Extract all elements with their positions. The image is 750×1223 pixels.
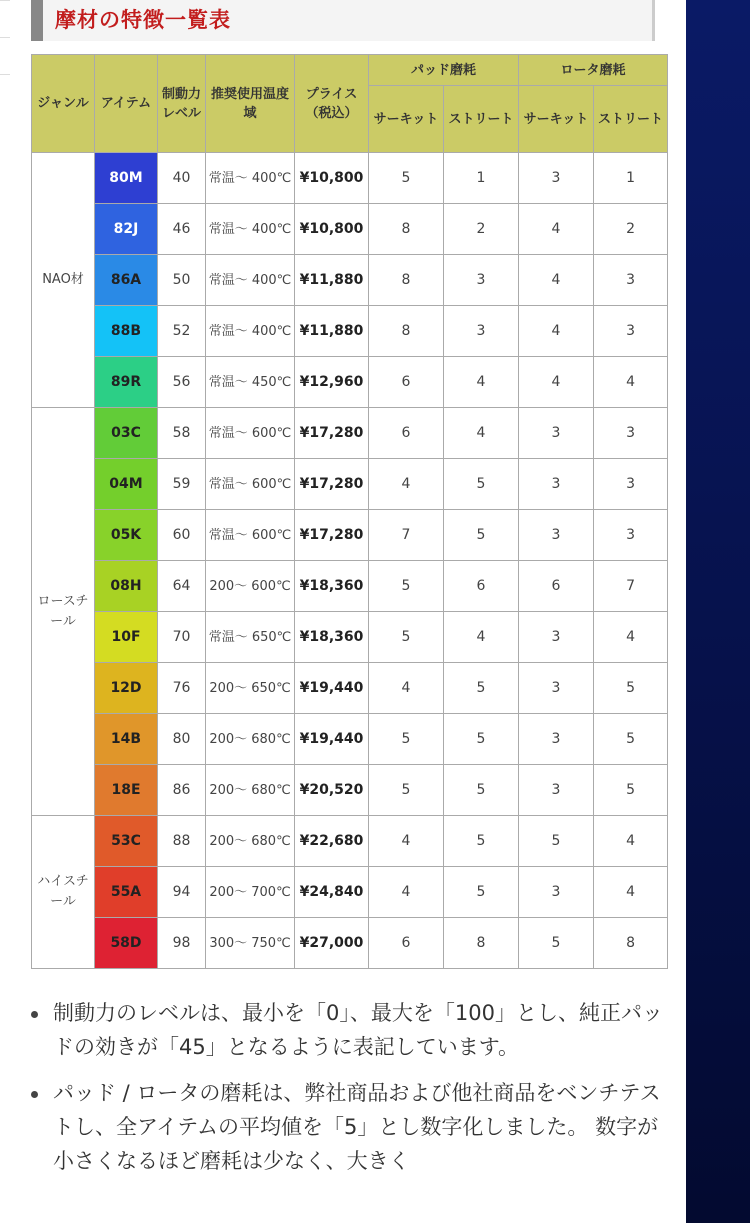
pad-wear-circuit-cell: 8 bbox=[369, 306, 444, 357]
pad-wear-circuit-cell: 5 bbox=[369, 612, 444, 663]
rotor-wear-circuit-cell: 4 bbox=[519, 357, 594, 408]
table-row bbox=[32, 459, 668, 510]
price-cell: ¥17,280 bbox=[295, 459, 369, 510]
item-cell: 05K bbox=[95, 510, 158, 561]
temp-range-cell: 200〜 680℃ bbox=[206, 714, 295, 765]
rotor-wear-street-cell: 3 bbox=[594, 510, 668, 561]
braking-level-cell: 40 bbox=[158, 153, 206, 204]
item-cell: 80M bbox=[95, 153, 158, 204]
item-cell: 86A bbox=[95, 255, 158, 306]
rotor-wear-street-cell: 5 bbox=[594, 663, 668, 714]
table-row bbox=[32, 816, 668, 867]
temp-range-cell: 常温〜 600℃ bbox=[206, 408, 295, 459]
rotor-wear-circuit-cell: 3 bbox=[519, 510, 594, 561]
pad-wear-street-cell: 2 bbox=[444, 204, 519, 255]
pad-wear-street-cell: 5 bbox=[444, 765, 519, 816]
table-row bbox=[32, 765, 668, 816]
pad-wear-circuit-cell: 8 bbox=[369, 204, 444, 255]
table-row bbox=[32, 408, 668, 459]
rotor-wear-street-cell: 3 bbox=[594, 408, 668, 459]
table-row bbox=[32, 255, 668, 306]
item-cell: 53C bbox=[95, 816, 158, 867]
table-body bbox=[32, 153, 668, 969]
header-pad-circuit: サーキット bbox=[369, 86, 444, 153]
pad-wear-circuit-cell: 7 bbox=[369, 510, 444, 561]
rotor-wear-street-cell: 4 bbox=[594, 612, 668, 663]
item-cell: 55A bbox=[95, 867, 158, 918]
rotor-wear-street-cell: 8 bbox=[594, 918, 668, 969]
pad-wear-street-cell: 5 bbox=[444, 714, 519, 765]
rotor-wear-street-cell: 7 bbox=[594, 561, 668, 612]
pad-wear-street-cell: 5 bbox=[444, 459, 519, 510]
pad-wear-circuit-cell: 6 bbox=[369, 357, 444, 408]
braking-level-cell: 98 bbox=[158, 918, 206, 969]
price-cell: ¥20,520 bbox=[295, 765, 369, 816]
pad-wear-circuit-cell: 5 bbox=[369, 561, 444, 612]
pad-wear-street-cell: 4 bbox=[444, 357, 519, 408]
header-recommended-temp: 推奨使用温度域 bbox=[206, 55, 295, 153]
price-cell: ¥19,440 bbox=[295, 663, 369, 714]
braking-level-cell: 70 bbox=[158, 612, 206, 663]
note-item: 制動力のレベルは、最小を「0」、最大を「100」とし、純正パッドの効きが「45」となるように表記しています。 bbox=[27, 996, 667, 1064]
header-item: アイテム bbox=[95, 55, 158, 153]
pad-wear-circuit-cell: 8 bbox=[369, 255, 444, 306]
temp-range-cell: 200〜 650℃ bbox=[206, 663, 295, 714]
pad-wear-circuit-cell: 5 bbox=[369, 765, 444, 816]
genre-cell: ハイスチール bbox=[32, 816, 95, 969]
pad-wear-circuit-cell: 4 bbox=[369, 867, 444, 918]
rotor-wear-circuit-cell: 3 bbox=[519, 612, 594, 663]
price-cell: ¥12,960 bbox=[295, 357, 369, 408]
table-row bbox=[32, 714, 668, 765]
item-cell: 18E bbox=[95, 765, 158, 816]
pad-wear-circuit-cell: 4 bbox=[369, 459, 444, 510]
braking-level-cell: 60 bbox=[158, 510, 206, 561]
rotor-wear-circuit-cell: 5 bbox=[519, 918, 594, 969]
section-title: 摩材の特徴一覧表 bbox=[55, 8, 231, 32]
notes-section bbox=[27, 996, 667, 1190]
table-row bbox=[32, 153, 668, 204]
header-rotor-circuit: サーキット bbox=[519, 86, 594, 153]
header-rotor-street: ストリート bbox=[594, 86, 668, 153]
pad-wear-street-cell: 3 bbox=[444, 255, 519, 306]
pad-wear-street-cell: 5 bbox=[444, 816, 519, 867]
braking-level-cell: 88 bbox=[158, 816, 206, 867]
header-braking-level: 制動力レベル bbox=[158, 55, 206, 153]
friction-material-table bbox=[31, 54, 668, 969]
header-price: プライス（税込） bbox=[295, 55, 369, 153]
rotor-wear-circuit-cell: 4 bbox=[519, 255, 594, 306]
table-row bbox=[32, 612, 668, 663]
rotor-wear-circuit-cell: 5 bbox=[519, 816, 594, 867]
rotor-wear-street-cell: 4 bbox=[594, 816, 668, 867]
rotor-wear-street-cell: 3 bbox=[594, 306, 668, 357]
note-item: パッド / ロータの磨耗は、弊社商品および他社商品をベンチテストし、全アイテムの平均値を「5」とし数字化しました。 数字が小さくなるほど磨耗は少なく、大きく bbox=[27, 1076, 667, 1178]
temp-range-cell: 200〜 680℃ bbox=[206, 765, 295, 816]
rotor-wear-street-cell: 1 bbox=[594, 153, 668, 204]
rotor-wear-circuit-cell: 3 bbox=[519, 153, 594, 204]
pad-wear-street-cell: 6 bbox=[444, 561, 519, 612]
price-cell: ¥18,360 bbox=[295, 612, 369, 663]
price-cell: ¥18,360 bbox=[295, 561, 369, 612]
pad-wear-street-cell: 4 bbox=[444, 408, 519, 459]
rotor-wear-circuit-cell: 3 bbox=[519, 459, 594, 510]
pad-wear-street-cell: 4 bbox=[444, 612, 519, 663]
item-cell: 82J bbox=[95, 204, 158, 255]
temp-range-cell: 常温〜 600℃ bbox=[206, 510, 295, 561]
genre-cell: ロースチール bbox=[32, 408, 95, 816]
item-cell: 58D bbox=[95, 918, 158, 969]
rotor-wear-street-cell: 2 bbox=[594, 204, 668, 255]
pad-wear-street-cell: 5 bbox=[444, 867, 519, 918]
braking-level-cell: 86 bbox=[158, 765, 206, 816]
item-cell: 89R bbox=[95, 357, 158, 408]
braking-level-cell: 76 bbox=[158, 663, 206, 714]
rotor-wear-circuit-cell: 4 bbox=[519, 204, 594, 255]
rotor-wear-circuit-cell: 3 bbox=[519, 408, 594, 459]
item-cell: 88B bbox=[95, 306, 158, 357]
temp-range-cell: 200〜 600℃ bbox=[206, 561, 295, 612]
price-cell: ¥10,800 bbox=[295, 204, 369, 255]
table-row bbox=[32, 918, 668, 969]
rotor-wear-street-cell: 4 bbox=[594, 357, 668, 408]
price-cell: ¥19,440 bbox=[295, 714, 369, 765]
price-cell: ¥22,680 bbox=[295, 816, 369, 867]
braking-level-cell: 52 bbox=[158, 306, 206, 357]
braking-level-cell: 64 bbox=[158, 561, 206, 612]
rotor-wear-street-cell: 3 bbox=[594, 459, 668, 510]
header-pad-street: ストリート bbox=[444, 86, 519, 153]
pad-wear-circuit-cell: 5 bbox=[369, 153, 444, 204]
genre-cell: NAO材 bbox=[32, 153, 95, 408]
rotor-wear-circuit-cell: 4 bbox=[519, 306, 594, 357]
braking-level-cell: 59 bbox=[158, 459, 206, 510]
temp-range-cell: 200〜 700℃ bbox=[206, 867, 295, 918]
pad-wear-street-cell: 5 bbox=[444, 510, 519, 561]
temp-range-cell: 常温〜 650℃ bbox=[206, 612, 295, 663]
braking-level-cell: 46 bbox=[158, 204, 206, 255]
rotor-wear-street-cell: 5 bbox=[594, 765, 668, 816]
header-genre: ジャンル bbox=[32, 55, 95, 153]
price-cell: ¥24,840 bbox=[295, 867, 369, 918]
temp-range-cell: 常温〜 400℃ bbox=[206, 204, 295, 255]
price-cell: ¥11,880 bbox=[295, 306, 369, 357]
braking-level-cell: 56 bbox=[158, 357, 206, 408]
rotor-wear-circuit-cell: 3 bbox=[519, 663, 594, 714]
pad-wear-circuit-cell: 6 bbox=[369, 408, 444, 459]
price-cell: ¥17,280 bbox=[295, 408, 369, 459]
braking-level-cell: 58 bbox=[158, 408, 206, 459]
pad-wear-street-cell: 5 bbox=[444, 663, 519, 714]
item-cell: 08H bbox=[95, 561, 158, 612]
temp-range-cell: 常温〜 600℃ bbox=[206, 459, 295, 510]
table-row bbox=[32, 204, 668, 255]
rotor-wear-circuit-cell: 3 bbox=[519, 867, 594, 918]
price-cell: ¥11,880 bbox=[295, 255, 369, 306]
price-cell: ¥17,280 bbox=[295, 510, 369, 561]
rotor-wear-street-cell: 4 bbox=[594, 867, 668, 918]
item-cell: 04M bbox=[95, 459, 158, 510]
table-row bbox=[32, 663, 668, 714]
pad-wear-circuit-cell: 4 bbox=[369, 663, 444, 714]
left-edge-rules bbox=[0, 0, 10, 150]
header-pad-wear: パッド磨耗 bbox=[369, 55, 519, 86]
table-row bbox=[32, 510, 668, 561]
table-row bbox=[32, 867, 668, 918]
temp-range-cell: 常温〜 400℃ bbox=[206, 153, 295, 204]
price-cell: ¥27,000 bbox=[295, 918, 369, 969]
pad-wear-circuit-cell: 4 bbox=[369, 816, 444, 867]
temp-range-cell: 常温〜 400℃ bbox=[206, 255, 295, 306]
price-cell: ¥10,800 bbox=[295, 153, 369, 204]
right-sidebar-background bbox=[686, 0, 750, 1223]
header-rotor-wear: ロータ磨耗 bbox=[519, 55, 668, 86]
rotor-wear-circuit-cell: 3 bbox=[519, 714, 594, 765]
table-row bbox=[32, 306, 668, 357]
pad-wear-street-cell: 3 bbox=[444, 306, 519, 357]
table-row bbox=[32, 561, 668, 612]
item-cell: 10F bbox=[95, 612, 158, 663]
rotor-wear-street-cell: 5 bbox=[594, 714, 668, 765]
table-row bbox=[32, 357, 668, 408]
item-cell: 14B bbox=[95, 714, 158, 765]
item-cell: 12D bbox=[95, 663, 158, 714]
pad-wear-street-cell: 8 bbox=[444, 918, 519, 969]
pad-wear-circuit-cell: 6 bbox=[369, 918, 444, 969]
temp-range-cell: 常温〜 400℃ bbox=[206, 306, 295, 357]
rotor-wear-street-cell: 3 bbox=[594, 255, 668, 306]
temp-range-cell: 200〜 680℃ bbox=[206, 816, 295, 867]
braking-level-cell: 94 bbox=[158, 867, 206, 918]
pad-wear-street-cell: 1 bbox=[444, 153, 519, 204]
main-content bbox=[31, 0, 667, 1173]
temp-range-cell: 300〜 750℃ bbox=[206, 918, 295, 969]
pad-wear-circuit-cell: 5 bbox=[369, 714, 444, 765]
rotor-wear-circuit-cell: 3 bbox=[519, 765, 594, 816]
item-cell: 03C bbox=[95, 408, 158, 459]
section-title-bar bbox=[31, 0, 655, 41]
braking-level-cell: 50 bbox=[158, 255, 206, 306]
braking-level-cell: 80 bbox=[158, 714, 206, 765]
temp-range-cell: 常温〜 450℃ bbox=[206, 357, 295, 408]
rotor-wear-circuit-cell: 6 bbox=[519, 561, 594, 612]
